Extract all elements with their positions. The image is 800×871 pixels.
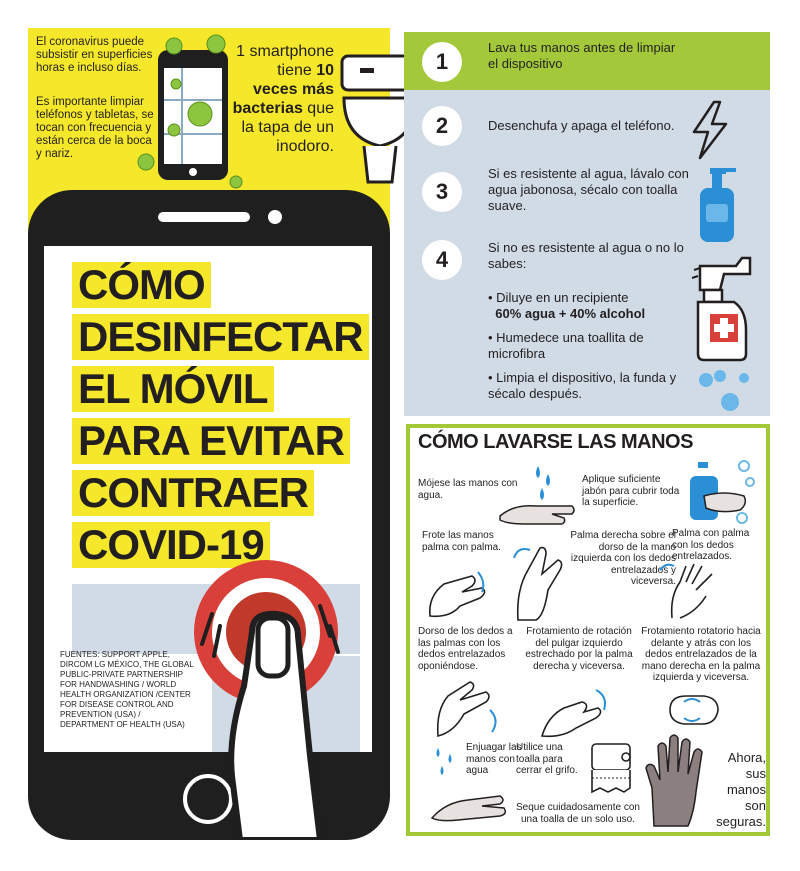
bullet-wipe: • Limpia el dispositivo, la funda y sécalo después. bbox=[488, 370, 677, 401]
wet-hand-icon bbox=[494, 460, 580, 528]
back-hand-rub-icon bbox=[508, 540, 574, 624]
finger-backs-icon bbox=[430, 670, 504, 740]
soap-bottle-icon bbox=[692, 164, 740, 244]
clean-hand-icon bbox=[640, 732, 710, 828]
palm-rub-icon bbox=[420, 566, 500, 622]
title-line: CONTRAER bbox=[72, 470, 314, 516]
hand-step-towel-tap: Utilice una toalla para cerrar el grifo. bbox=[516, 742, 578, 776]
bullet-dilute: • Diluye en un recipiente 60% agua + 40% alcohol bbox=[488, 290, 646, 321]
title-line: CÓMO bbox=[72, 262, 211, 308]
phone-camera bbox=[268, 210, 282, 224]
step-4-text: Si no es resistente al agua o no lo sabes: bbox=[488, 240, 684, 271]
stat-line: bacterias que bbox=[232, 100, 334, 117]
bullet-microfiber: • Humedece una toallita de microfibra bbox=[488, 330, 644, 361]
stat-line: 1 smartphone bbox=[236, 43, 334, 60]
smartphone-stat bbox=[226, 42, 334, 156]
surface-fact-text: El coronavirus puede subsistir en superficies horas e incluso días. bbox=[36, 36, 153, 74]
handwashing-title: CÓMO LAVARSE LAS MANOS bbox=[418, 431, 693, 453]
hand-step-wet: Mójese las manos con agua. bbox=[418, 478, 518, 501]
step-3-number: 3 bbox=[422, 172, 462, 212]
step-3-text: Si es resistente al agua, lávalo con agua jabonosa, sécalo con toalla suave. bbox=[488, 166, 689, 213]
hand-step-rotational: Frotamiento rotatorio hacia delante y atrás con los dedos entrelazados de la mano derecha en la palma izquierda y viceversa. bbox=[641, 626, 761, 683]
hand-step-safe: Ahora, sus manos son seguras. bbox=[716, 750, 766, 829]
clean-fact-text: Es importante limpiar teléfonos y tabletas, se tocan con frecuencia y están cerca de la boca y nariz. bbox=[36, 96, 154, 160]
hand-step-dry: Seque cuidadosamente con una toalla de un solo uso. bbox=[516, 802, 640, 825]
hand-step-palm: Frote las manos palma con palma. bbox=[422, 530, 501, 553]
step-2-number: 2 bbox=[422, 106, 462, 146]
stat-line: inodoro. bbox=[276, 138, 334, 155]
rotational-rub-icon bbox=[664, 688, 724, 732]
stat-line: veces más bbox=[253, 81, 334, 98]
phone-speaker bbox=[158, 212, 250, 222]
hand-step-thumb: Frotamiento de rotación del pulgar izquierdo estrechado por la palma derecha y viceversa. bbox=[525, 626, 633, 672]
title-line: EL MÓVIL bbox=[72, 366, 274, 412]
rinse-hands-icon bbox=[426, 740, 516, 822]
title-line: DESINFECTAR bbox=[72, 314, 369, 360]
title-line: COVID-19 bbox=[72, 522, 270, 568]
soap-hands-icon bbox=[684, 456, 760, 524]
lightning-icon bbox=[690, 100, 730, 160]
interlaced-fingers-icon bbox=[656, 560, 726, 622]
sources-text: FUENTES: SUPPORT APPLE, DIRCOM LG MÉXICO, THE GLOBAL PUBLIC-PRIVATE PARTNERSHIP FOR HANDWASHING / WORLD HEALTH ORGANIZATION /CENTER FOR DISEASE CONTROL AND PREVENTION (USA) / DEPARTMENT OF HEALTH (USA) bbox=[60, 650, 194, 729]
hand-step-rinse: Enjuagar las manos con agua bbox=[466, 742, 522, 776]
hand-step-soap: Aplique suficiente jabón para cubrir toda la superficie. bbox=[582, 474, 680, 508]
step-2-text: Desenchufa y apaga el teléfono. bbox=[488, 118, 675, 133]
hand-step-fingers: Dorso de los dedos a las palmas con los dedos entrelazados oponiéndose. bbox=[418, 626, 513, 672]
title-line: PARA EVITAR bbox=[72, 418, 350, 464]
hand-step-back: Palma derecha sobre el dorso de la mano izquierda con los dedos entrelazados y viceversa. bbox=[570, 530, 676, 587]
paper-towel-icon bbox=[586, 738, 636, 798]
stat-line: la tapa de un bbox=[241, 119, 334, 136]
hand-step-interlaced: Palma con palma con los dedos entrelazados. bbox=[672, 528, 750, 562]
thumb-rub-icon bbox=[538, 682, 614, 740]
spray-bottle-icon bbox=[690, 250, 766, 414]
stat-line: tiene 10 bbox=[277, 62, 334, 79]
step-1-text: Lava tus manos antes de limpiar el dispositivo bbox=[488, 40, 676, 71]
finger-touch-icon bbox=[180, 556, 380, 840]
step-1-number: 1 bbox=[422, 42, 462, 82]
step-4-number: 4 bbox=[422, 240, 462, 280]
